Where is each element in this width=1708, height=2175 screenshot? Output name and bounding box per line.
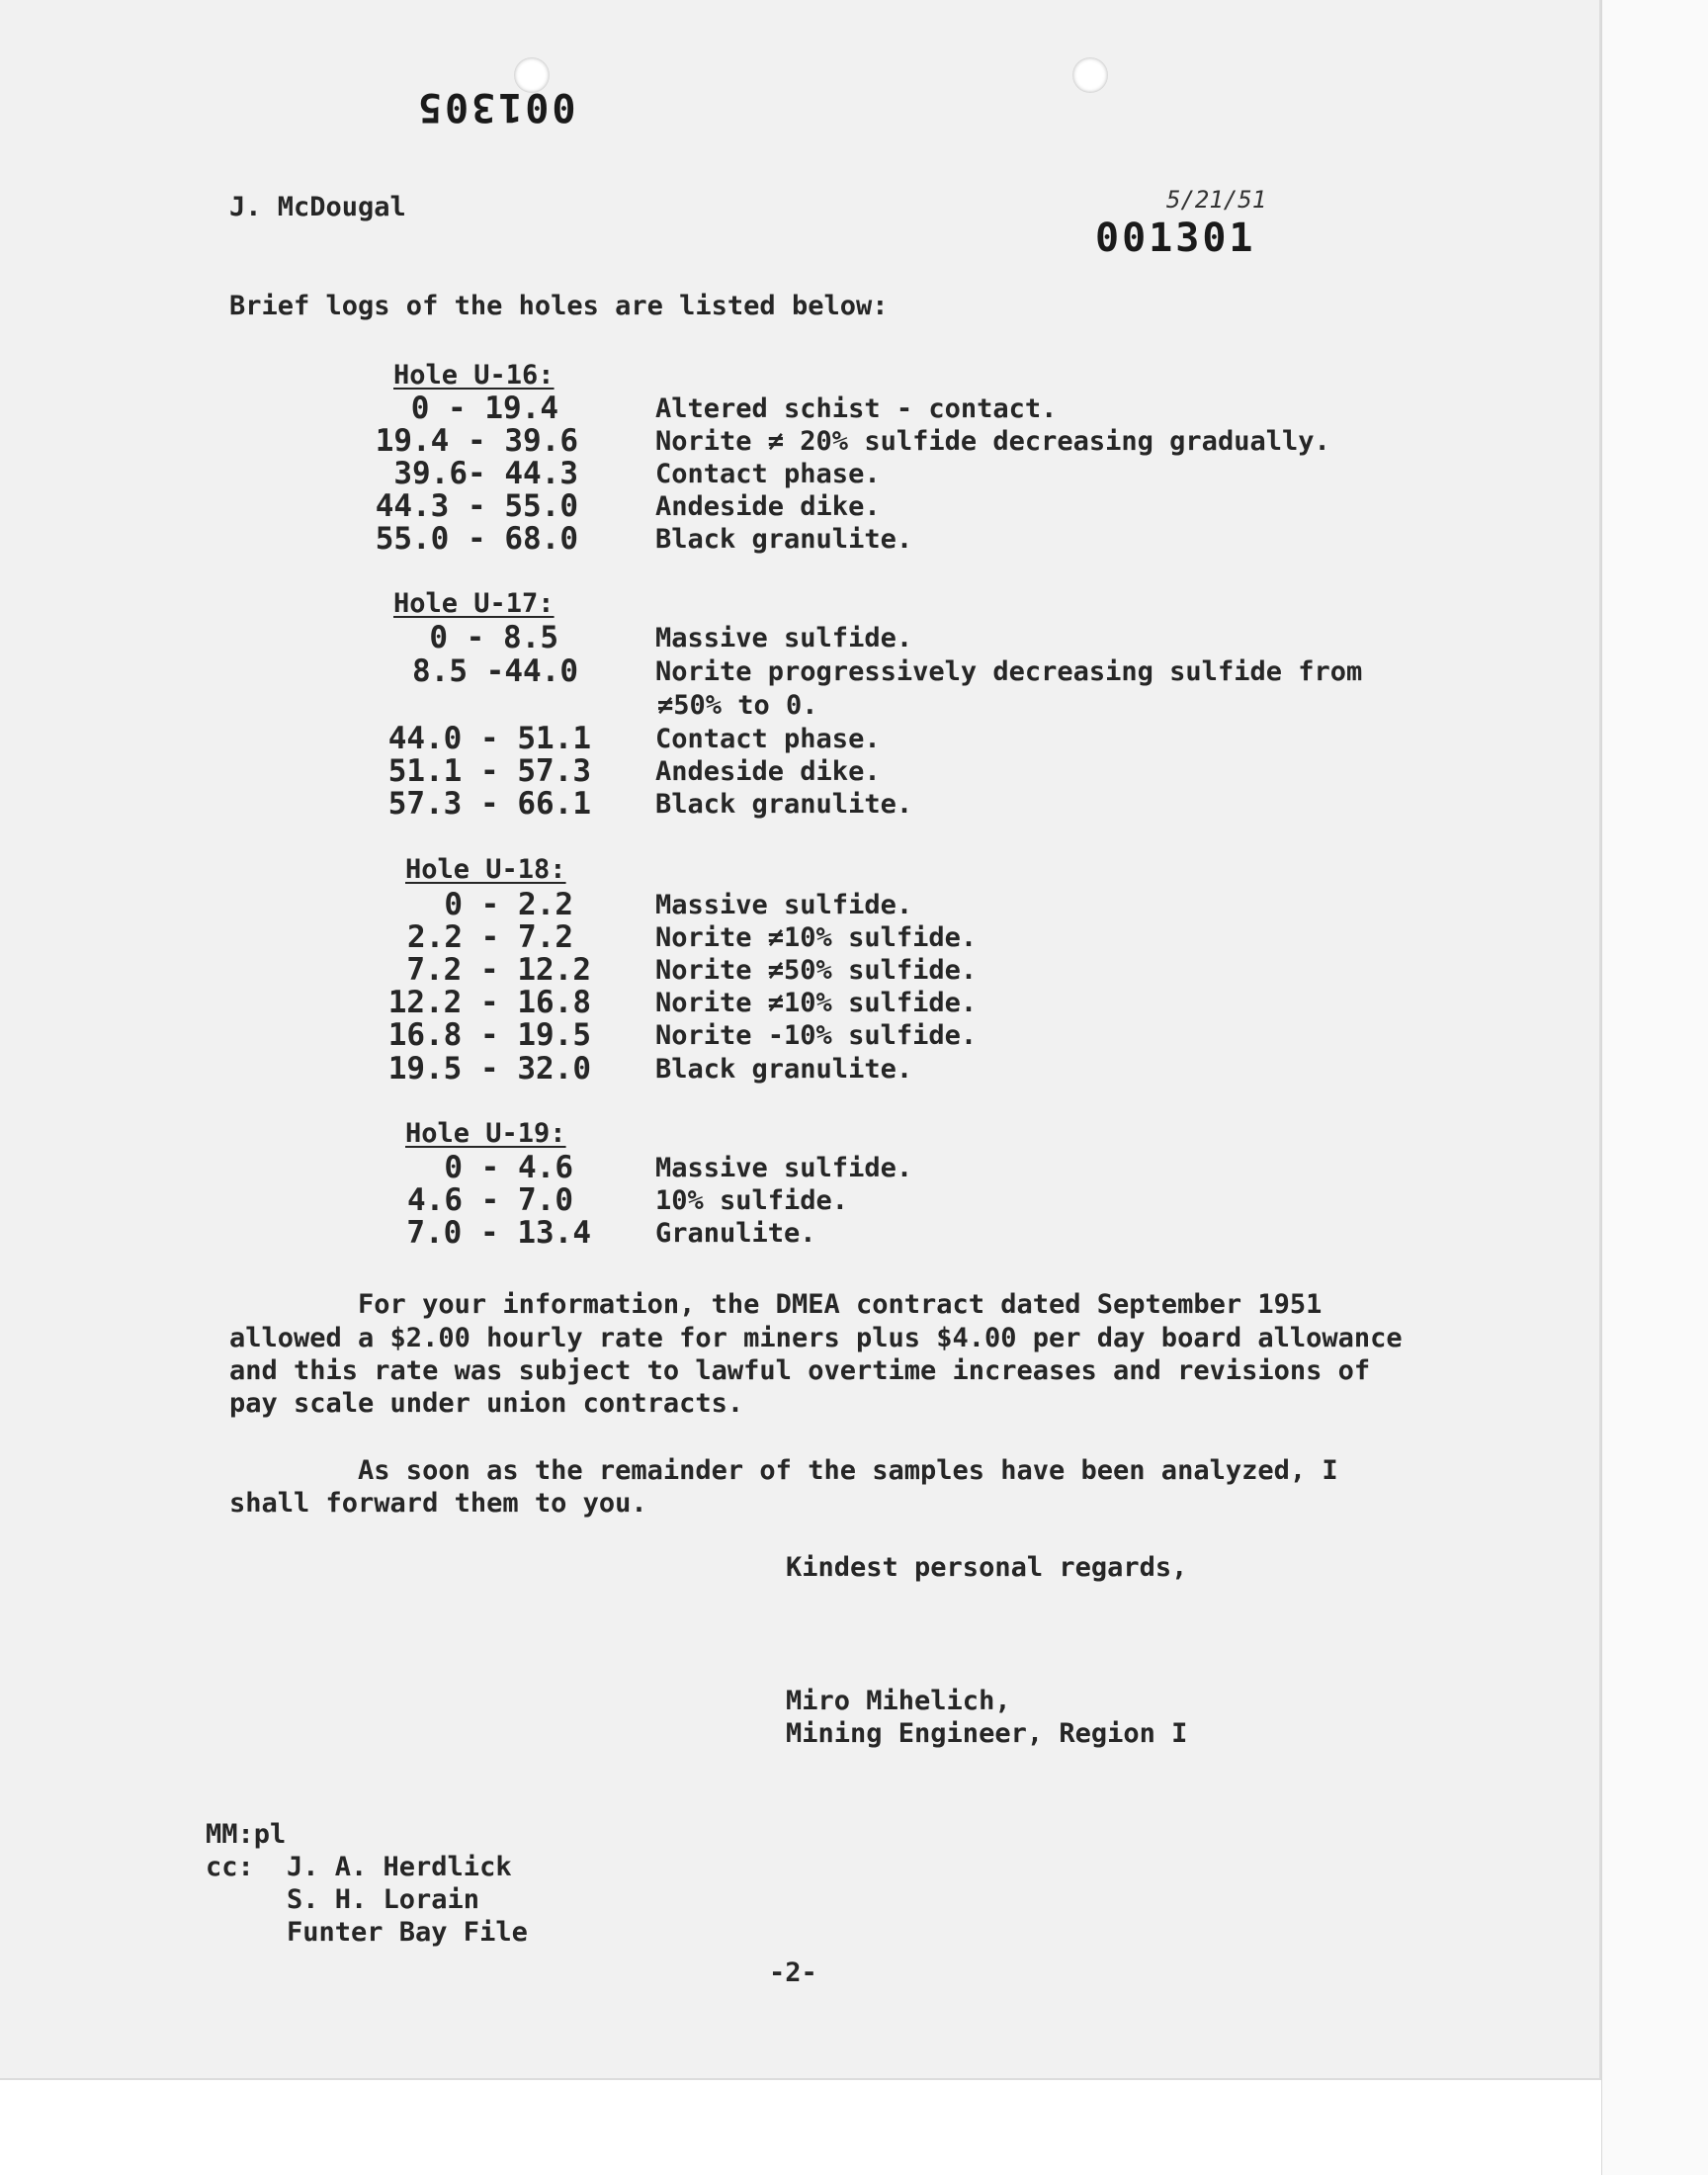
handwritten-date: 5/21/51 — [1166, 186, 1267, 214]
depth-range: 7.0 - 13.4 — [406, 1215, 591, 1251]
log-description: Black granulite. — [655, 789, 913, 820]
cc-recipient: J. A. Herdlick — [287, 1852, 512, 1882]
depth-range: 2.2 - 7.2 — [407, 919, 573, 955]
log-description: Norite -10% sulfide. — [655, 1020, 978, 1051]
closing: Kindest personal regards, — [786, 1552, 1188, 1583]
depth-range: 19.5 - 32.0 — [387, 1051, 591, 1087]
paragraph-line: As soon as the remainder of the samples have been analyzed, I — [229, 1455, 1338, 1486]
log-description: Massive sulfide. — [655, 623, 913, 653]
paragraph-line: and this rate was subject to lawful overtime increases and revisions of — [229, 1355, 1371, 1386]
depth-range: 39.6- 44.3 — [393, 456, 578, 491]
log-description: Contact phase. — [655, 459, 881, 489]
log-description: Andeside dike. — [655, 491, 881, 522]
typist-initials: MM:pl — [206, 1819, 287, 1850]
intro-line: Brief logs of the holes are listed below: — [229, 291, 889, 321]
cc-label: cc: — [206, 1852, 254, 1882]
depth-range: 0 - 19.4 — [410, 391, 558, 426]
addressee: J. McDougal — [229, 192, 406, 222]
stamp-number: 001301 — [1095, 216, 1256, 261]
depth-range: 44.0 - 51.1 — [387, 721, 591, 756]
depth-range: 16.8 - 19.5 — [387, 1017, 591, 1053]
log-description: Norite ≠ 20% sulfide decreasing gradually. — [655, 426, 1330, 457]
hole-header: Hole U-17: — [393, 588, 555, 619]
depth-range: 4.6 - 7.0 — [407, 1182, 573, 1218]
depth-range: 57.3 - 66.1 — [387, 786, 591, 822]
paragraph-line: For your information, the DMEA contract dated September 1951 — [229, 1289, 1323, 1320]
depth-range: 8.5 -44.0 — [412, 653, 578, 689]
log-description: Contact phase. — [655, 724, 881, 754]
signer-name: Miro Mihelich, — [786, 1686, 1011, 1716]
log-description: Norite ≠10% sulfide. — [655, 922, 978, 953]
hole-header: Hole U-19: — [405, 1118, 566, 1149]
paragraph-line: pay scale under union contracts. — [229, 1388, 744, 1419]
hole-header: Hole U-16: — [393, 360, 555, 391]
scanner-margin — [1601, 0, 1708, 2175]
depth-range: 12.2 - 16.8 — [387, 985, 591, 1020]
log-description: Massive sulfide. — [655, 1153, 913, 1183]
punch-hole-right — [1072, 57, 1108, 93]
log-description: Altered schist - contact. — [655, 393, 1058, 424]
paragraph-line: allowed a $2.00 hourly rate for miners plus $4.00 per day board allowance — [229, 1323, 1403, 1353]
depth-range: 19.4 - 39.6 — [375, 423, 578, 459]
depth-range: 55.0 - 68.0 — [375, 521, 578, 557]
depth-range: 0 - 2.2 — [444, 887, 573, 922]
depth-range: 0 - 8.5 — [429, 620, 558, 655]
depth-range: 0 - 4.6 — [444, 1150, 573, 1185]
depth-range: 51.1 - 57.3 — [387, 753, 591, 789]
log-description: Norite ≠50% sulfide. — [655, 955, 978, 986]
log-description: Granulite. — [655, 1218, 816, 1249]
log-description: Norite ≠10% sulfide. — [655, 988, 978, 1018]
page-number: -2- — [769, 1958, 817, 1988]
log-description: 10% sulfide. — [655, 1185, 849, 1216]
signer-title: Mining Engineer, Region I — [786, 1718, 1188, 1749]
log-description: Norite progressively decreasing sulfide from — [655, 656, 1363, 687]
cc-recipient: Funter Bay File — [287, 1917, 528, 1948]
log-description: Black granulite. — [655, 1054, 913, 1085]
depth-range: 7.2 - 12.2 — [406, 952, 591, 988]
depth-range: 44.3 - 55.0 — [375, 488, 578, 524]
paragraph-line: shall forward them to you. — [229, 1488, 647, 1519]
inverted-stamp-number: 001305 — [415, 84, 576, 130]
hole-header: Hole U-18: — [405, 854, 566, 885]
cc-recipient: S. H. Lorain — [287, 1884, 480, 1915]
log-description: Black granulite. — [655, 524, 913, 555]
log-description-continued: ≠50% to 0. — [657, 690, 818, 721]
log-description: Andeside dike. — [655, 756, 881, 787]
log-description: Massive sulfide. — [655, 890, 913, 920]
